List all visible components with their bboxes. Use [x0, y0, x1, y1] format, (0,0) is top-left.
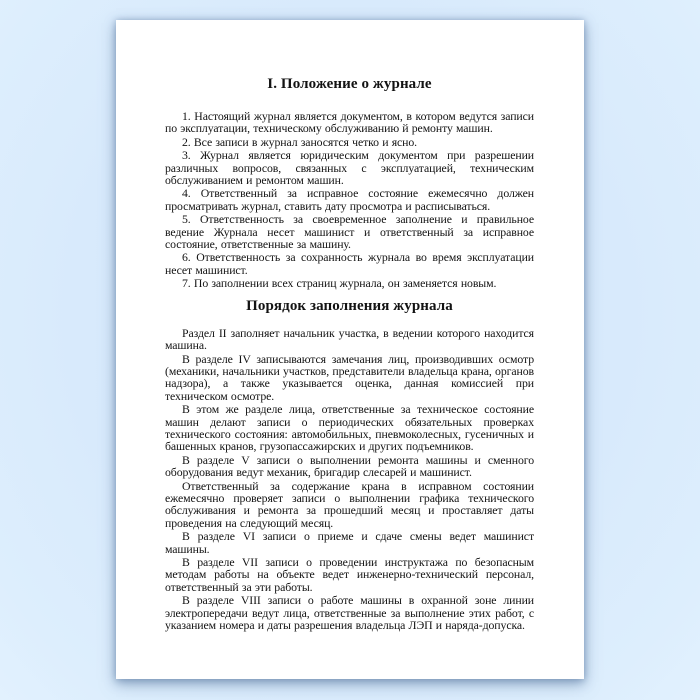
- filling-order-paragraph-4: В разделе V записи о выполнении ремонта машины и сменного оборудования ведут механик, бригадир слесарей и машинист.: [165, 452, 534, 480]
- section-2-heading: Порядок заполнения журнала: [246, 297, 453, 314]
- rule-paragraph-2: 2. Все записи в журнал заносятся четко и ясно.: [182, 134, 418, 149]
- filling-order-paragraph-1: Раздел II заполняет начальник участка, в ведении которого находится машина.: [165, 325, 534, 353]
- filling-order-paragraph-8: В разделе VIII записи о работе машины в охранной зоне линии электропередачи ведут лица, ответственные за выполнение этих работ, с указанием номера и даты разрешения владельца ЛЭП и наряда-допуска.: [165, 593, 534, 633]
- rule-paragraph-6: 6. Ответственность за сохранность журнала во время эксплуатации несет машинист.: [165, 250, 534, 277]
- rule-paragraph-3: 3. Журнал является юридическим документом при разрешении различных вопросов, связанных с эксплуатацией, техническим обслуживанием и ремонтом машин.: [165, 148, 534, 188]
- rule-paragraph-5: 5. Ответственность за своевременное заполнение и правильное ведение Журнала несет машинист и ответственный за исправное состояние, ответственные за машину.: [165, 212, 534, 252]
- filling-order-paragraph-7: В разделе VII записи о проведении инструктажа по безопасным методам работы на объекте ведет инженерно-технический персонал, ответственный за эти работы.: [165, 555, 534, 594]
- filling-order-paragraph-6: В разделе VI записи о приеме и сдаче смены ведет машинист машины.: [165, 529, 534, 556]
- section-1-heading: I. Положение о журнале: [267, 76, 432, 92]
- rule-paragraph-7: 7. По заполнении всех страниц журнала, он заменяется новым.: [182, 276, 497, 291]
- filling-order-paragraph-3: В этом же разделе лица, ответственные за техническое состояние машин делают записи о периодических обязательных проверках технического состояния: автомобильных, пневмоколесных, гусеничных и башенных кранов, грузопассажирских и других подъемников.: [165, 402, 534, 454]
- rule-paragraph-1: 1. Настоящий журнал является документом, в котором ведутся записи по эксплуатации, техническому обслуживанию й ремонту машин.: [165, 109, 534, 136]
- filling-order-paragraph-2: В разделе IV записываются замечания лиц, производивших осмотр (механики, начальники участков, представители владельца крана, органов надзора), а также указывается оценка, данная комиссией при техническом осмотре.: [165, 351, 534, 403]
- filling-order-paragraph-5: Ответственный за содержание крана в исправном состоянии ежемесячно проверяет записи о выполнении графика технического обслуживания и ремонта за прошедший месяц и проставляет даты проведения на следующий месяц.: [165, 478, 534, 530]
- document-page: [116, 20, 584, 679]
- rule-paragraph-4: 4. Ответственный за исправное состояние ежемесячно должен просматривать журнал, ставить дату просмотра и расписываться.: [165, 186, 534, 213]
